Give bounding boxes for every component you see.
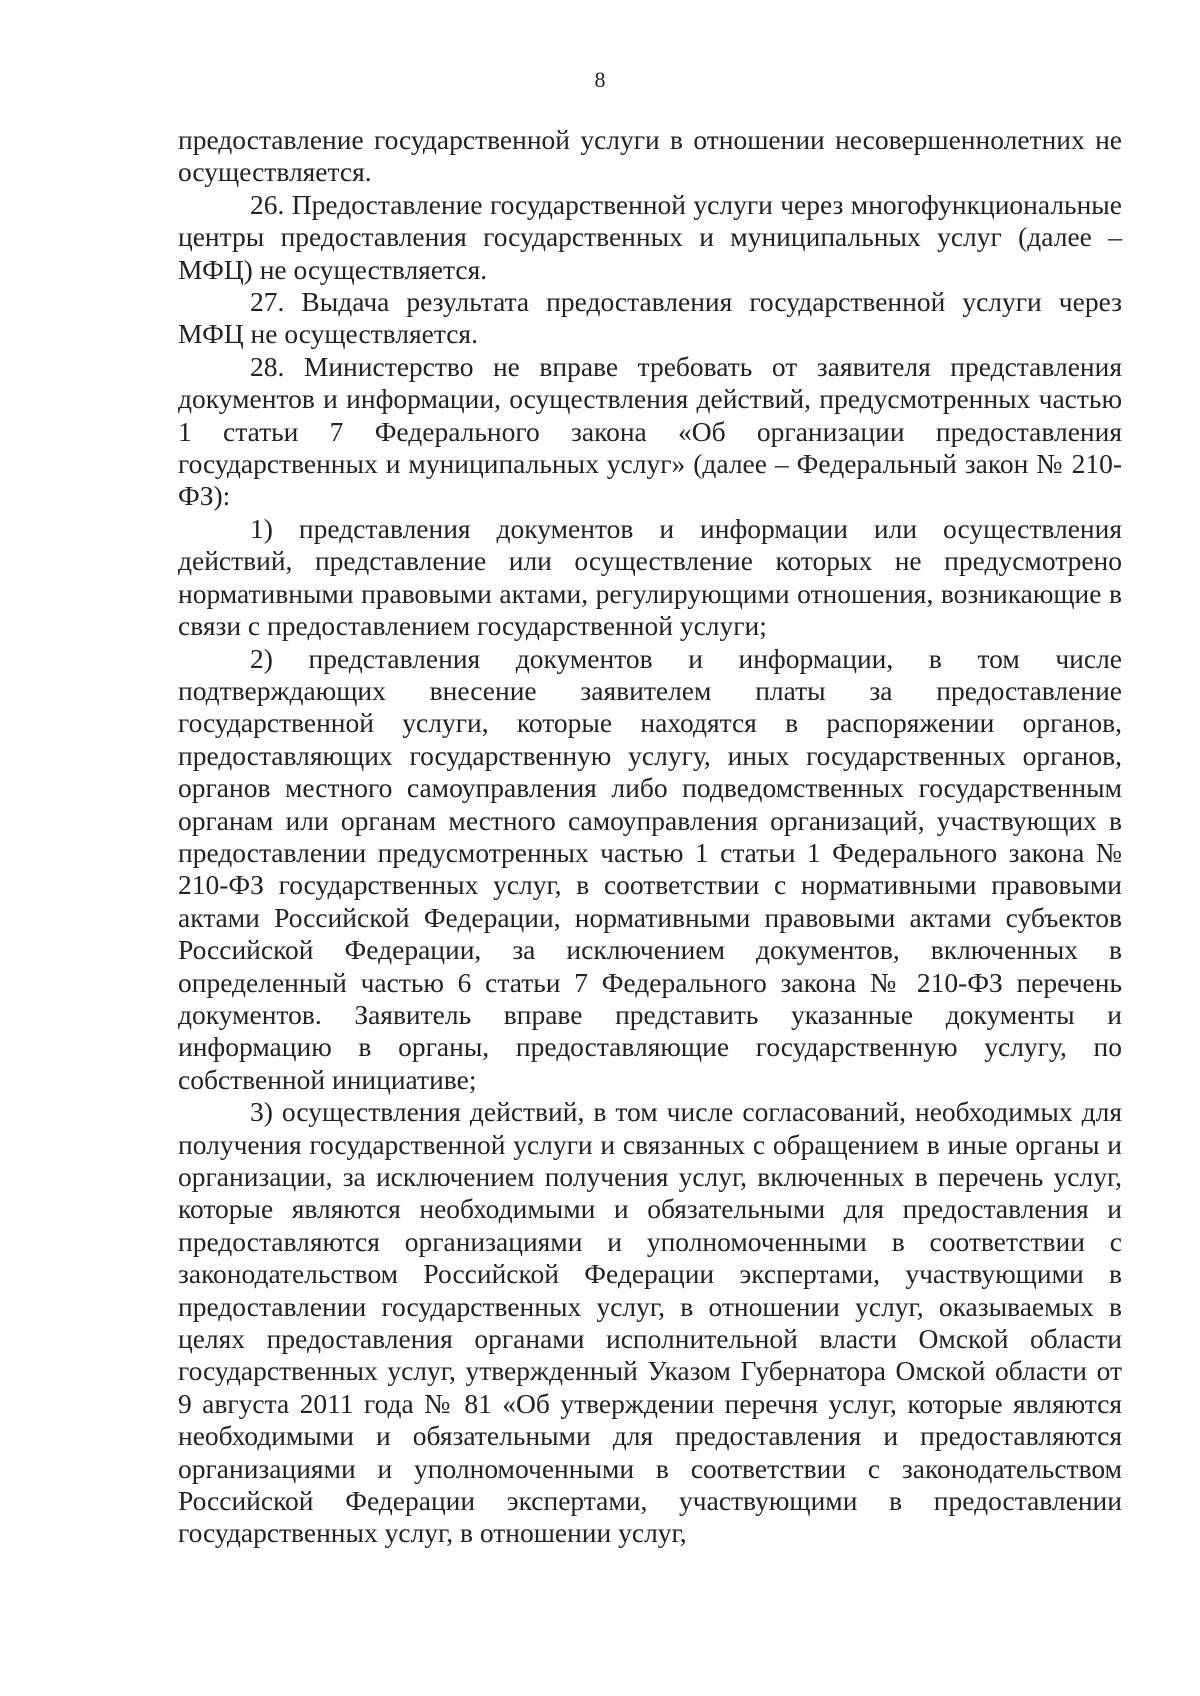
paragraph-continuation: предоставление государственной услуги в отношении несовершеннолетних не осуществляется.: [178, 124, 1122, 188]
paragraph-subitem-1: 1) представления документов и информации или осуществления действий, представление или осуществление которых не предусмотрено нормативными правовыми актами, регулирующими отношения, возникающие в связи с предоставлением государственной услуги;: [178, 512, 1122, 642]
paragraph-subitem-3: 3) осуществления действий, в том числе согласований, необходимых для получения государственной услуги и связанных с обращением в иные органы и организации, за исключением получения услуг, включенных в перечень услуг, которые являются необходимыми и обязательными для предоставления и предоставляются организациями и уполномоченными в соответствии с законодательством Российской Федерации экспертами, участвующими в предоставлении государственных услуг, в отношении услуг, оказываемых в целях предоставления органами исполнительной власти Омской области государственных услуг, утвержденный Указом Губернатора Омской области от 9 августа 2011 года № 81 «Об утверждении перечня услуг, которые являются необходимыми и обязательными для предоставления и предоставляются организациями и уполномоченными в соответствии с законодательством Российской Федерации экспертами, участвующими в предоставлении государственных услуг, в отношении услуг,: [178, 1096, 1122, 1549]
paragraph-item-28: 28. Министерство не вправе требовать от заявителя представления документов и информации, осуществления действий, предусмотренных частью 1 статьи 7 Федерального закона «Об организации предоставления государственных и муниципальных услуг» (далее – Федеральный закон № 210-ФЗ):: [178, 350, 1122, 512]
document-body: [178, 124, 1122, 1550]
page-number: 8: [594, 67, 606, 92]
paragraph-item-26: 26. Предоставление государственной услуги через многофункциональные центры предоставления государственных и муниципальных услуг (далее – МФЦ) не осуществляется.: [178, 188, 1122, 285]
paragraph-item-27: 27. Выдача результата предоставления государственной услуги через МФЦ не осуществляется.: [178, 286, 1122, 350]
paragraph-subitem-2: 2) представления документов и информации, в том числе подтверждающих внесение заявителем платы за предоставление государственной услуги, которые находятся в распоряжении органов, предоставляющих государственную услугу, иных государственных органов, органов местного самоуправления либо подведомственных государственным органам или органам местного самоуправления организаций, участвующих в предоставлении предусмотренных частью 1 статьи 1 Федерального закона № 210-ФЗ государственных услуг, в соответствии с нормативными правовыми актами Российской Федерации, нормативными правовыми актами субъектов Российской Федерации, за исключением документов, включенных в определенный частью 6 статьи 7 Федерального закона № 210-ФЗ перечень документов. Заявитель вправе представить указанные документы и информацию в органы, предоставляющие государственную услугу, по собственной инициативе;: [178, 642, 1122, 1095]
